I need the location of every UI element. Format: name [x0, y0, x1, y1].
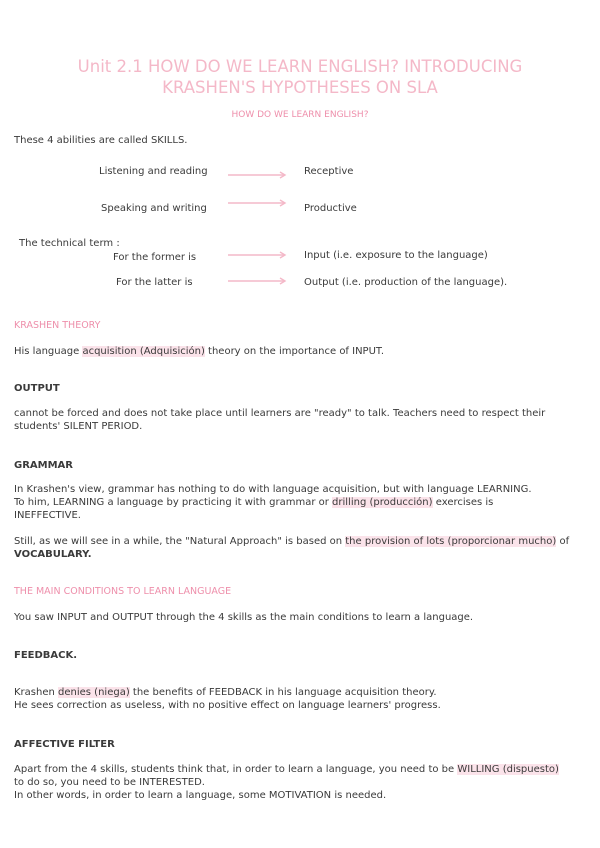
- grammar-line-2-post: exercises is: [432, 497, 494, 508]
- krashen-text-post: theory on the importance of INPUT.: [204, 346, 385, 357]
- output-line-2: students' SILENT PERIOD.: [14, 421, 143, 432]
- technical-term-label: The technical term :: [19, 238, 120, 249]
- krashen-text-pre: His language: [14, 346, 83, 357]
- term-right-1: Input (i.e. exposure to the language): [304, 250, 488, 261]
- output-line-1: cannot be forced and does not take place until learners are "ready" to talk. Teachers need to respect their: [14, 408, 546, 419]
- feedback-line-1-post: the benefits of FEEDBACK in his language acquisition theory.: [129, 687, 437, 698]
- affective-line-2: to do so, you need to be INTERESTED.: [14, 777, 205, 788]
- feedback-line-1: [14, 686, 437, 699]
- feedback-highlight: denies (niega): [58, 687, 130, 698]
- grammar-line-2-pre: To him, LEARNING a language by practicing it with grammar or: [14, 497, 333, 508]
- krashen-text: [14, 345, 384, 358]
- grammar-line-4: [14, 535, 569, 548]
- output-heading: OUTPUT: [14, 383, 60, 394]
- title-line-2: KRASHEN'S HYPOTHESES ON SLA: [162, 78, 438, 97]
- grammar-heading: GRAMMAR: [14, 460, 73, 471]
- affective-line-3: In other words, in order to learn a language, some MOTIVATION is needed.: [14, 790, 387, 801]
- affective-line-1-pre: Apart from the 4 skills, students think that, in order to learn a language, you need to be: [14, 764, 458, 775]
- conditions-text: You saw INPUT and OUTPUT through the 4 skills as the main conditions to learn a language.: [14, 612, 474, 623]
- term-left-1: For the former is: [113, 252, 197, 263]
- skills-intro: These 4 abilities are called SKILLS.: [14, 135, 188, 146]
- skill-right-2: Productive: [304, 203, 357, 214]
- term-right-2: Output (i.e. production of the language).: [304, 277, 508, 288]
- subtitle: HOW DO WE LEARN ENGLISH?: [231, 110, 369, 120]
- grammar-line-1: In Krashen's view, grammar has nothing to do with language acquisition, but with language LEARNING.: [14, 484, 532, 495]
- conditions-heading: THE MAIN CONDITIONS TO LEARN LANGUAGE: [14, 586, 232, 597]
- grammar-highlight-drilling: drilling (producción): [332, 497, 433, 508]
- krashen-highlight: acquisition (Adquisición): [82, 346, 205, 357]
- affective-highlight: WILLING (dispuesto): [457, 764, 559, 775]
- grammar-line-4-post: of: [556, 536, 570, 547]
- affective-heading: AFFECTIVE FILTER: [14, 739, 115, 750]
- term-left-2: For the latter is: [116, 277, 193, 288]
- krashen-heading: KRASHEN THEORY: [14, 320, 101, 331]
- page-title: [0, 56, 600, 98]
- arrow-icon: [228, 250, 288, 260]
- title-line-1: Unit 2.1 HOW DO WE LEARN ENGLISH? INTRODUCING: [77, 57, 523, 76]
- grammar-line-4-pre: Still, as we will see in a while, the "Natural Approach" is based on: [14, 536, 346, 547]
- arrow-icon: [228, 198, 288, 208]
- arrow-icon: [228, 276, 288, 286]
- skill-right-1: Receptive: [304, 166, 354, 177]
- feedback-line-2: He sees correction as useless, with no positive effect on language learners' progress.: [14, 700, 441, 711]
- grammar-line-2: [14, 496, 493, 509]
- feedback-line-1-pre: Krashen: [14, 687, 59, 698]
- arrow-icon: [228, 170, 288, 180]
- grammar-highlight-provision: the provision of lots (proporcionar mucho): [345, 536, 557, 547]
- feedback-heading: FEEDBACK.: [14, 650, 78, 661]
- grammar-line-3: INEFFECTIVE.: [14, 510, 81, 521]
- grammar-line-5: VOCABULARY.: [14, 549, 92, 560]
- skill-left-2: Speaking and writing: [101, 203, 207, 214]
- skill-left-1: Listening and reading: [99, 166, 208, 177]
- affective-line-1: [14, 763, 559, 776]
